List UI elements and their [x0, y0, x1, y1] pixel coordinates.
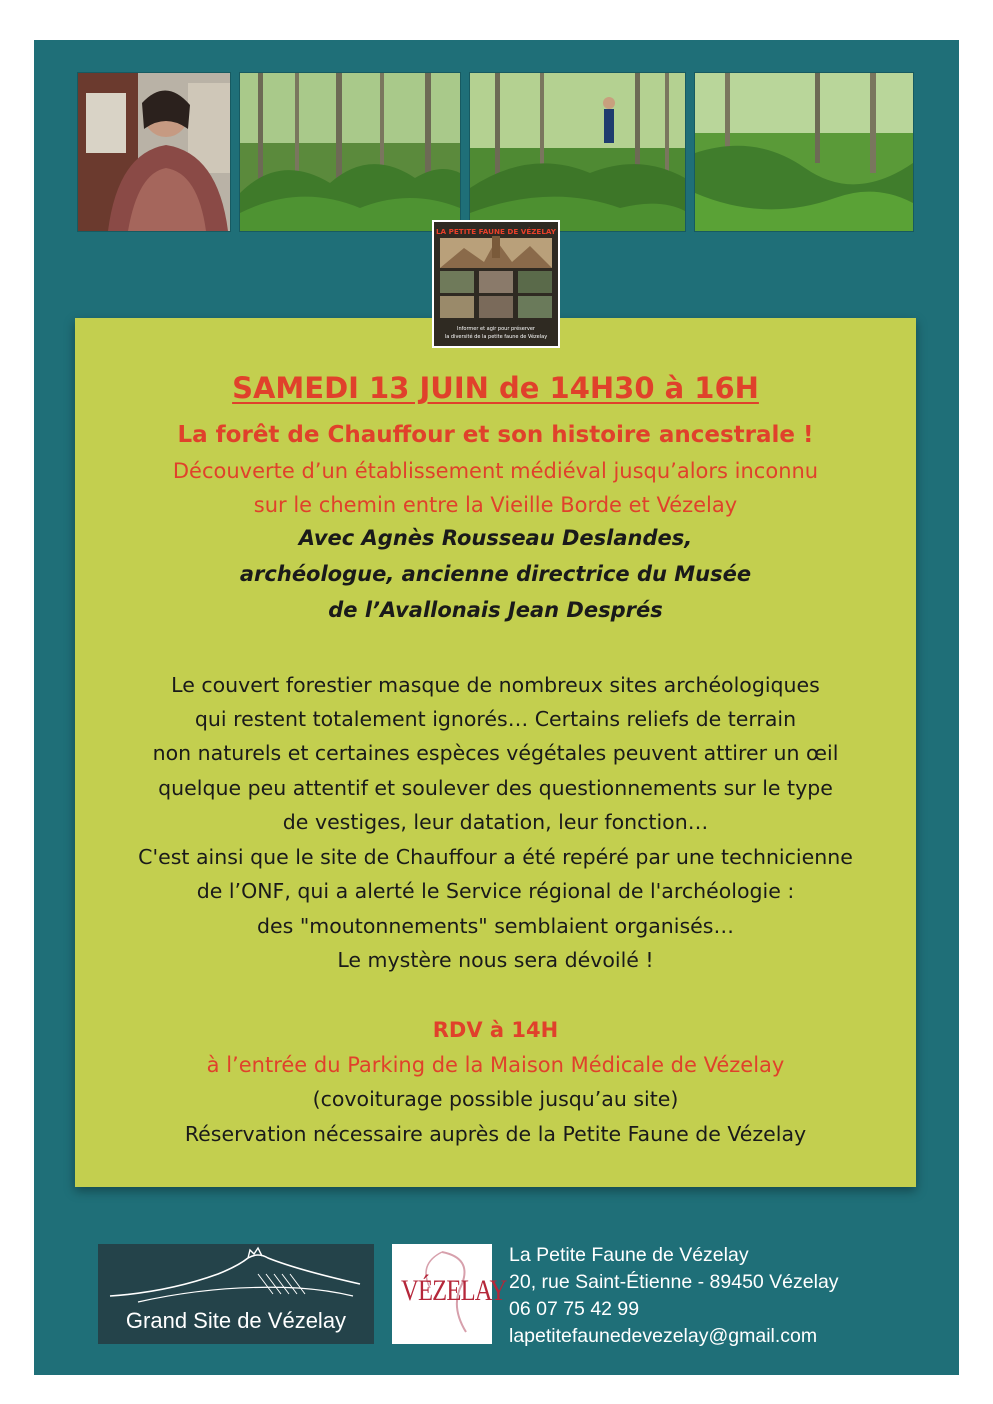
body-line: de vestiges, leur datation, leur fonction…: [282, 810, 709, 834]
event-description-line: sur le chemin entre la Vieille Borde et Vézelay: [253, 493, 738, 517]
forest-hollow-photo: [694, 72, 914, 232]
contact-address: 20, rue Saint-Étienne - 89450 Vézelay: [509, 1271, 839, 1293]
event-date-headline: SAMEDI 13 JUIN de 14H30 à 16H: [232, 371, 759, 405]
guest-line: archéologue, ancienne directrice du Musée: [239, 562, 752, 586]
event-panel: [75, 318, 916, 1187]
petite-faune-logo: [432, 220, 560, 348]
portrait-photo: [77, 72, 231, 232]
guest-line: de l’Avallonais Jean Després: [328, 598, 663, 622]
poster: [34, 40, 959, 1375]
grand-site-vezelay-logo: [98, 1244, 374, 1344]
forest-walker-photo: [469, 72, 686, 232]
reservation-note: Réservation nécessaire auprès de la Petite Faune de Vézelay: [184, 1122, 807, 1146]
contact-block: [509, 1242, 839, 1350]
vezelay-logo: [392, 1244, 507, 1344]
assoc-logo-title: LA PETITE FAUNE DE VÉZELAY: [435, 227, 557, 236]
contact-email[interactable]: lapetitefaunedevezelay@gmail.com: [509, 1325, 818, 1347]
body-line: non naturels et certaines espèces végétales peuvent attirer un œil: [152, 741, 839, 765]
body-line: Le couvert forestier masque de nombreux sites archéologiques: [171, 673, 820, 697]
body-line: des "moutonnements" semblaient organisés…: [257, 914, 734, 938]
vezelay-logo-text: VÉZELAY: [401, 1274, 507, 1307]
forest-mounds-photo: [239, 72, 461, 232]
body-line: C'est ainsi que le site de Chauffour a été repéré par une technicienne: [138, 845, 853, 869]
body-line: qui restent totalement ignorés… Certains reliefs de terrain: [194, 707, 797, 731]
event-description-line: Découverte d’un établissement médiéval jusqu’alors inconnu: [172, 459, 819, 483]
body-line: Le mystère nous sera dévoilé !: [337, 948, 654, 972]
contact-name: La Petite Faune de Vézelay: [509, 1244, 749, 1266]
guest-line: Avec Agnès Rousseau Deslandes,: [298, 526, 693, 550]
assoc-logo-tagline-2: la diversité de la petite faune de Vézelay: [444, 334, 548, 340]
event-title: La forêt de Chauffour et son histoire ancestrale !: [177, 422, 814, 448]
rdv-time: RDV à 14H: [432, 1018, 559, 1042]
assoc-logo-tagline-1: Informer et agir pour préserver: [457, 326, 535, 332]
rdv-place: à l’entrée du Parking de la Maison Médicale de Vézelay: [206, 1053, 785, 1077]
body-line: quelque peu attentif et soulever des questionnements sur le type: [158, 776, 833, 800]
body-line: de l’ONF, qui a alerté le Service régional de l'archéologie :: [196, 879, 795, 903]
grand-site-label: Grand Site de Vézelay: [125, 1308, 347, 1333]
contact-phone[interactable]: 06 07 75 42 99: [509, 1298, 640, 1320]
carpool-note: (covoiturage possible jusqu’au site): [312, 1087, 679, 1111]
